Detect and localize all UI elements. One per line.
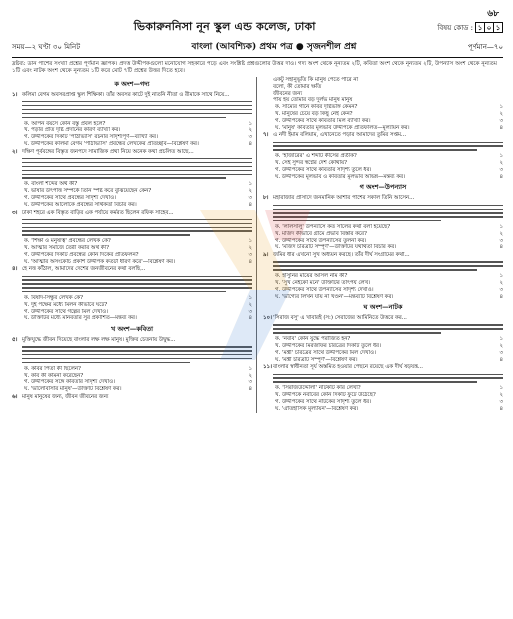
sub-question-mark: ১: [499, 385, 503, 392]
question-4: ৪। হে নত্ত কাঁঠাল, আমাদের দেশের জনজীবনের কথা বলছি... ক. বিষাদ-সিন্ধুর লেখক কে? ১ খ. দুই পক্ষের মধ্যে মিলন কীভাবে ঘটে? ২ গ. উদ্দীপকের সাথে গল্পের মিল দেখাও। ৩ ঘ. উক্তিটির মধ্যে মানবতার সুর প্রকাশিত—মন্তব্য কর। ৪: [12, 266, 252, 322]
question-7: ৭। এ নদী ইমাম বলিয়াম, এখানেতে পড়ার আমাদের তুমির সপ্তম... ক. 'হাজারের' এ শব্দটি কীসের প্রতীক? ১ খ. সেই সুন্দর স্বপ্নের দেশ কোথায়? ২ গ. উদ্দীপকের সাথে কবিতার সাদৃশ্য তুলে ধর। ৩ ঘ. উদ্দীপকের মূলভাব ও কবিতার মূলভাব অভিন্ন—মন্তব্য কর। ৪: [263, 132, 503, 180]
instructions: দ্রষ্টব্য: ডান পাশের সংখ্যা প্রশ্নের পূর্ণমান জ্ঞাপক। প্রদত্ত উদ্দীপকগুলো মনোযোগ সহকারে পড়ে এবং সংশ্লিষ্ট প্রশ্নগুলোর উত্তর দাও। গদ্য অংশ থেকে নূন্যতম ২টি, কবিতা অংশ থেকে নূন্যতম ২টি, উপন্যাস অংশ থেকে নূন্যতম ১টি এবং নাটক অংশ থেকে নূন্যতম ১টি করে মোট ৭টি প্রশ্নের উত্তর দিতে হবে।: [12, 61, 497, 74]
question-6: ৬। মানুষ মানুষের জন্য, জীবন জীবনের জন্য: [12, 394, 109, 401]
full-marks: পূর্ণমান—৭০: [467, 42, 503, 51]
sub-question: গ. উদ্দীপকের সাথে নাটকের সাদৃশ্য তুলে ধর।: [275, 398, 372, 405]
question-stem: মানুষ মানুষের জন্য, জীবন জীবনের জন্য: [22, 394, 109, 401]
sub-question-mark: ১: [499, 224, 503, 231]
sub-question-mark: ৩: [248, 251, 252, 258]
question-1: ১। কলিমা বেগম অবসরপ্রাপ্ত স্কুল শিক্ষিকা। তাঁর অবসর কাটে দুই নাতনি নীতা ও রীমাকে সাথে নিয়ে... ক. আপন বয়সে কোন বস্তু প্রবল হলে? ১ খ. পড়ার প্রতি দৃষ্টি প্রদানের কারণ ব্যাখ্যা কর। ২ গ. উদ্দীপকের দিকটি 'পাঠাভ্যাস' রচনার সাদৃশ্যপূর্ণ—ব্যাখ্যা কর। ৩ ঘ. উদ্দীপকের কলিমা বেগম 'পাঠাভ্যাস' প্রবন্ধের লেখকের প্রতিচ্ছবি—বিশ্লেষণ কর। ৪: [12, 92, 252, 148]
sub-question-mark: ৪: [499, 124, 503, 131]
sub-question: খ. উদ্দীপকের মিরজাফর চরিত্রের দিকটি তুলে ধর।: [275, 342, 381, 349]
question-5: ৫। মুক্তিযুদ্ধে জীবন দিয়েছে বাংলার লক্ষ লক্ষ মানুষ। মুক্তির চেতনায় উদ্বুদ্ধ... ক. কবির পিতা কী ছিলেন? ১ খ. কবি কী কামনা করেছেন? ২ গ. উদ্দীপকের সঙ্গে কবিতার সাদৃশ্য দেখাও। ৩ ঘ. 'ভালোবাসার মানুষ'—উক্তিটি বিশ্লেষণ কর। ৪: [12, 337, 252, 393]
sub-question-mark: ২: [248, 244, 252, 251]
sub-question: গ. উদ্দীপকের সাথে গল্পের মিল দেখাও।: [24, 308, 108, 315]
sub-question: খ. সেই সুন্দর স্বপ্নের দেশ কোথায়?: [275, 160, 348, 167]
sub-question-mark: ৪: [248, 141, 252, 148]
code-digit: ১: [493, 22, 503, 33]
question-9: ৯। জমির ধার এখনো সুখ অধ্যয়ন করছে। তাঁর দীর্ঘ সংগ্রামের কথা... ক. হাসুনির মায়ের আসল নাম কী? ১ খ. 'সুখ নেইকো মনে' উক্তিটির তাৎপর্য লেখ। ২ গ. উদ্দীপকের সাথে উপন্যাসের সাদৃশ্য দেখাও। ৩ ঘ. 'ভাগ্যের লিখন যায় না খণ্ডন'—মন্তব্যটি বিশ্লেষণ কর। ৪: [263, 252, 503, 300]
sub-question-mark: ২: [499, 160, 503, 167]
sub-question-mark: ১: [499, 336, 503, 343]
sub-question: গ. উদ্দীপকের সাথে কবিতার সাদৃশ্য তুলে ধর।: [275, 166, 372, 173]
question-6-continued: [263, 77, 503, 131]
sub-question: খ. কবি কী কামনা করেছেন?: [24, 372, 84, 379]
page-number: ৬৮: [487, 9, 499, 19]
sub-question: ক. বাংলা শব্দের অর্থ কী?: [24, 181, 78, 188]
sub-question: ক. 'হাজারের' এ শব্দটি কীসের প্রতীক?: [275, 153, 357, 160]
sub-question-mark: ৪: [248, 315, 252, 322]
sub-question: গ. উদ্দীপকের সাথে উপন্যাসের সাদৃশ্য দেখাও।: [275, 286, 374, 293]
section-heading: ঘ অংশ—নাটক: [363, 303, 403, 312]
question-stem: হে নত্ত কাঁঠাল, আমাদের দেশের জনজীবনের কথা বলছি...: [22, 266, 146, 273]
question-stem: দক্ষিণ পূর্ববঙ্গের বিস্তৃত জনপদে সামাজিক প্রথা নিয়ে অনেক কথা প্রচলিত আছে...: [22, 148, 194, 155]
exam-subject: বাংলা (আবশ্যিক) প্রথম পত্র ● সৃজনশীল প্রশ্ন: [191, 42, 357, 52]
sub-question-mark: ৩: [248, 379, 252, 386]
question-stem: জমির ধার এখনো সুখ অধ্যয়ন করছে। তাঁর দীর্ঘ সংগ্রামের কথা...: [273, 252, 410, 259]
sub-question-mark: ৪: [499, 356, 503, 363]
sub-question-mark: ৪: [248, 258, 252, 265]
sub-question: ক. 'নবাব' কোন যুদ্ধে পরাজিত হন?: [275, 336, 351, 343]
sub-question: গ. উদ্দীপকের সঙ্গে কবিতার সাদৃশ্য দেখাও।: [24, 379, 116, 386]
question-10: ১০। 'সিরাজ বসু' এ খাবারই (স:) সেরাজের আমিনিতে উত্তরে কর... ক. 'নবাব' কোন যুদ্ধে পরাজিত হন? ১ খ. উদ্দীপকের মিরজাফর চরিত্রের দিকটি তুলে ধর। ২ গ. 'মন্ত্রী' চরিত্রের সাথে উদ্দীপকের মিল দেখাও। ৩ ঘ. 'মন্ত্রী চরিত্রটি সম্পূর্ণ'—বিশ্লেষণ কর। ৪: [263, 315, 503, 363]
question-stem: ঢাকা শহরে এক বিস্তৃত বাড়ির এক পর্যায়ে কর্মরত ছিলেন রফিক সাহেব...: [22, 209, 174, 216]
sub-question-mark: ১: [248, 238, 252, 245]
school-name: ভিকারুননিসা নূন স্কুল এন্ড কলেজ, ঢাকা: [133, 20, 316, 33]
sub-question-mark: ২: [248, 188, 252, 195]
sub-question-mark: ১: [248, 181, 252, 188]
sub-question: ঘ. 'ঐতিহাসিক মূল্যায়ন'—বিশ্লেষণ কর।: [275, 405, 359, 412]
question-stem: 'সিরাজ বসু' এ খাবারই (স:) সেরাজের আমিনিতে উত্তরে কর...: [273, 315, 407, 322]
sub-question-mark: ২: [499, 392, 503, 398]
sub-question: খ. মানুষের চেয়ে বড় কিছু নেই কেন?: [275, 110, 353, 117]
sub-question: ঘ. 'মজিদ চরিত্রটি সম্পূর্ণ'—উক্তিটির যথার্থতা বিচার কর।: [275, 244, 397, 251]
sub-question-mark: ৪: [499, 293, 503, 300]
question-2: ২। দক্ষিণ পূর্ববঙ্গের বিস্তৃত জনপদে সামাজিক প্রথা নিয়ে অনেক কথা প্রচলিত আছে... ক. বাংলা শব্দের অর্থ কী? ১ খ. ভাষার উৎপত্তি সম্পর্কে তিনি স্পষ্ট করে বুঝিয়েছেন কেন? ২ গ. উদ্দীপকের সাথে প্রবন্ধের সাদৃশ্য দেখাও। ৩ ঘ. উদ্দীপকের আলোকে প্রবন্ধের সার্থকতা বিচার কর। ৪: [12, 148, 252, 208]
sub-question: গ. উদ্দীপকের সাথে উপন্যাসের তুলনা কর।: [275, 237, 367, 244]
sub-question: গ. উদ্দীপকের দিকটি প্রবন্ধের কোন দিকের প্রতিফলন?: [24, 251, 139, 258]
sub-question-mark: ২: [499, 230, 503, 237]
sub-question: ঘ. উদ্দীপকের কলিমা বেগম 'পাঠাভ্যাস' প্রবন্ধের লেখকের প্রতিচ্ছবি—বিশ্লেষণ কর।: [24, 141, 199, 148]
sub-question-mark: ৩: [248, 134, 252, 141]
sub-question: ঘ. 'আত্মার অসংকোচ প্রকাশ উদ্দীপক কতটা ধারণ করে'—বিশ্লেষণ কর।: [24, 258, 175, 265]
sub-question-mark: ২: [248, 127, 252, 134]
subject-code-boxes: [476, 22, 503, 33]
sub-question-mark: ১: [248, 365, 252, 372]
question-stem: বাংলার স্বাধীনতা সূর্য অস্তমিত হওয়ার পেছনে রয়েছে এক দীর্ঘ ষড়যন্ত্র...: [273, 364, 424, 371]
section-heading: ক অংশ—গদ্য: [114, 80, 150, 88]
question-stem: এ নদী ইমাম বলিয়াম, এখানেতে পড়ার আমাদের তুমির সপ্তম...: [273, 132, 407, 139]
sub-question: খ. মজিদ কীভাবে গ্রামে প্রভাব বিস্তার করে?: [275, 230, 367, 237]
section-heading: খ অংশ—কবিতা: [110, 325, 154, 334]
sub-question: ঘ. 'মন্ত্রী চরিত্রটি সম্পূর্ণ'—বিশ্লেষণ কর।: [275, 356, 358, 363]
sub-question: ঘ. 'ভালোবাসার মানুষ'—উক্তিটি বিশ্লেষণ কর।: [24, 386, 122, 393]
sub-question-mark: ৪: [499, 405, 503, 412]
exam-time: সময়—২ ঘণ্টা ৩০ মিনিট: [12, 42, 81, 51]
sub-question-mark: ৪: [248, 386, 252, 393]
sub-question-mark: ২: [499, 342, 503, 349]
question-3: ৩। ঢাকা শহরে এক বিস্তৃত বাড়ির এক পর্যায়ে কর্মরত ছিলেন রফিক সাহেব... ক. 'শিক্ষা ও মনুষ্যত্ব' প্রবন্ধের লেখক কে? ১ খ. আত্মার সমাজে তৈরী করার অর্থ কী? ২ গ. উদ্দীপকের দিকটি প্রবন্ধের কোন দিকের প্রতিফলন? ৩ ঘ. 'আত্মার অসংকোচ প্রকাশ উদ্দীপক কতটা ধারণ করে'—বিশ্লেষণ কর। ৪: [12, 209, 252, 265]
sub-question-mark: ৩: [499, 237, 503, 244]
poem-line: জীবনের জন্য: [273, 90, 303, 97]
question-stem: মুক্তিযুদ্ধে জীবন দিয়েছে বাংলার লক্ষ লক্ষ মানুষ। মুক্তির চেতনায় উদ্বুদ্ধ...: [22, 337, 176, 344]
sub-question: ঘ. 'মানুষ' কবিতার মূলভাব উদ্দীপকে প্রতিফলিত—মূল্যায়ন কর।: [275, 124, 410, 131]
sub-question: ঘ. উদ্দীপকের আলোকে প্রবন্ধের সার্থকতা বিচার কর।: [24, 201, 137, 208]
sub-question-mark: ১: [248, 120, 252, 127]
sub-question: ক. 'লালসালু' উপন্যাসে কত সালের কথা বলা হয়েছে?: [275, 224, 391, 231]
question-stem: মহারাজার প্রাসাদে জনমানিক আশার পাশের সকাল তিনি আসেন...: [273, 195, 415, 202]
sub-question: খ. 'সুখ নেইকো মনে' উক্তিটির তাৎপর্য লেখ।: [275, 279, 371, 286]
sub-question: গ. উদ্দীপকের সাথে প্রবন্ধের সাদৃশ্য দেখাও।: [24, 194, 117, 201]
poem-line: বলো, কী তোমার ক্ষতি: [273, 83, 322, 90]
sub-question: ক. আপন বয়সে কোন বস্তু প্রবল হলে?: [24, 120, 106, 127]
sub-question-mark: ৩: [499, 286, 503, 293]
sub-question-mark: ৩: [499, 398, 503, 405]
question-11: ১১। বাংলার স্বাধীনতা সূর্য অস্তমিত হওয়ার পেছনে রয়েছে এক দীর্ঘ ষড়যন্ত্র... ক. 'সিরাজউদ্দৌলা' নাটকটি কার লেখা? ১ খ. উদ্দীপকে নবাবের কোন দিকটি ফুটে উঠেছে? ২ গ. উদ্দীপকের সাথে নাটকের সাদৃশ্য তুলে ধর। ৩ ঘ. 'ঐতিহাসিক মূল্যায়ন'—বিশ্লেষণ কর। ৪: [263, 364, 503, 412]
sub-question-mark: ১: [248, 295, 252, 302]
sub-question: খ. ভাষার উৎপত্তি সম্পর্কে তিনি স্পষ্ট করে বুঝিয়েছেন কেন?: [24, 188, 152, 195]
question-stem: কলিমা বেগম অবসরপ্রাপ্ত স্কুল শিক্ষিকা। তাঁর অবসর কাটে দুই নাতনি নীতা ও রীমাকে সাথে নিয়ে...: [22, 92, 230, 98]
exam-header: [12, 18, 503, 58]
sub-question-mark: ৩: [499, 349, 503, 356]
sub-question-mark: ৩: [499, 117, 503, 124]
right-column: [263, 77, 503, 413]
sub-question: ক. কবির পিতা কী ছিলেন?: [24, 365, 81, 372]
sub-question: ক. হাসুনির মায়ের আসল নাম কী?: [275, 273, 348, 280]
sub-question-mark: ২: [248, 372, 252, 379]
section-heading: গ অংশ—উপন্যাস: [359, 183, 407, 192]
sub-question: ক. বিষাদ-সিন্ধুর লেখক কে?: [24, 295, 84, 302]
sub-question-mark: ১: [499, 273, 503, 280]
sub-question: গ. উদ্দীপকের দিকটি 'পাঠাভ্যাস' রচনার সাদৃশ্যপূর্ণ—ব্যাখ্যা কর।: [24, 134, 158, 141]
question-8: ৮। মহারাজার প্রাসাদে জনমানিক আশার পাশের সকাল তিনি আসেন... ক. 'লালসালু' উপন্যাসে কত সালের কথা বলা হয়েছে? ১ খ. মজিদ কীভাবে গ্রামে প্রভাব বিস্তার করে? ২ গ. উদ্দীপকের সাথে উপন্যাসের তুলনা কর। ৩ ঘ. 'মজিদ চরিত্রটি সম্পূর্ণ'—উক্তিটির যথার্থতা বিচার কর। ৪: [263, 195, 503, 251]
code-digit: ০: [484, 22, 494, 33]
sub-question: ক. 'সিরাজউদ্দৌলা' নাটকটি কার লেখা?: [275, 385, 361, 392]
sub-question: ক. সাম্যের গানে কবির দৃষ্টিভঙ্গি কেমন?: [275, 104, 358, 111]
sub-question: খ. আত্মার সমাজে তৈরী করার অর্থ কী?: [24, 244, 110, 251]
poem-line: একটু সহানুভূতি কি মানুষ পেতে পারে না: [273, 77, 359, 83]
sub-question-mark: ৪: [499, 244, 503, 251]
code-digit: ১: [475, 22, 485, 33]
sub-question-mark: ৩: [499, 166, 503, 173]
sub-question-mark: ৩: [248, 194, 252, 201]
left-column: [12, 77, 257, 413]
sub-question: গ. 'মন্ত্রী' চরিত্রের সাথে উদ্দীপকের মিল দেখাও।: [275, 349, 376, 356]
sub-question: ঘ. 'ভাগ্যের লিখন যায় না খণ্ডন'—মন্তব্যটি বিশ্লেষণ কর।: [275, 293, 394, 300]
sub-question-mark: ৪: [248, 201, 252, 208]
sub-question-mark: ৩: [248, 308, 252, 315]
sub-question: গ. উদ্দীপকের সাথে কবিতার মিল ব্যাখ্যা কর।: [275, 117, 371, 124]
sub-question-mark: ৪: [499, 173, 503, 180]
sub-question-mark: ২: [248, 301, 252, 308]
sub-question: খ. পড়ার প্রতি দৃষ্টি প্রদানের কারণ ব্যাখ্যা কর।: [24, 127, 121, 134]
subject-code-label: বিষয় কোড :: [437, 23, 473, 32]
sub-question-mark: ১: [499, 104, 503, 111]
sub-question: খ. দুই পক্ষের মধ্যে মিলন কীভাবে ঘটে?: [24, 301, 108, 308]
sub-question: খ. উদ্দীপকে নবাবের কোন দিকটি ফুটে উঠেছে?: [275, 392, 376, 398]
subject-code: [437, 22, 503, 34]
sub-question: ক. 'শিক্ষা ও মনুষ্যত্ব' প্রবন্ধের লেখক কে?: [24, 238, 111, 245]
sub-question-mark: ২: [499, 279, 503, 286]
sub-question: ঘ. উদ্দীপকের মূলভাব ও কবিতার মূলভাব অভিন্ন—মন্তব্য কর।: [275, 173, 405, 180]
sub-question-mark: ২: [499, 110, 503, 117]
sub-question-mark: ১: [499, 153, 503, 160]
poem-line: পায় হয় তোমার বড় দুর্লভ মানুষ মানুষ: [273, 97, 353, 104]
sub-question: ঘ. উক্তিটির মধ্যে মানবতার সুর প্রকাশিত—মন্তব্য কর।: [24, 315, 137, 322]
